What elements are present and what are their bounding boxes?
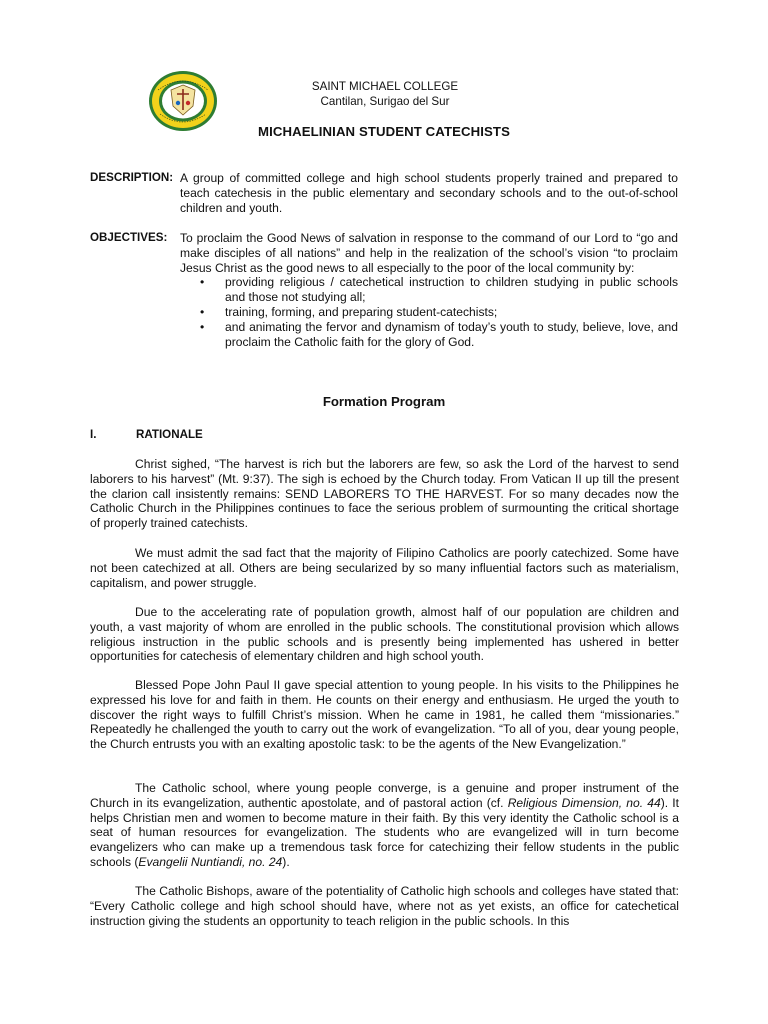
institution-name: SAINT MICHAEL COLLEGE xyxy=(311,80,459,93)
document-title: MICHAELINIAN STUDENT CATECHISTS xyxy=(258,124,510,139)
section-number: I. xyxy=(90,428,97,441)
list-item: • providing religious / catechetical instruction to children studying in public schools and those not studying all; xyxy=(200,275,678,305)
description-label: DESCRIPTION: xyxy=(90,171,174,184)
rationale-paragraph-4: Blessed Pope John Paul II gave special attention to young people. In his visits to the Philippines he expressed his love for and faith in them. He counts on their energy and enthusiasm. He urged the youth to discover the right ways to fulfill Christ’s mission. When he came in 1981, he called them “missionaries.” Repeatedly he challenged the youth to carry out the work of evangelization. “To all of you, dear young people, the Church entrusts you with an exalting apostolic task: to be the agents of the New Evangelization.” xyxy=(90,678,679,752)
bullet-icon: • xyxy=(200,319,205,334)
objectives-intro: To proclaim the Good News of salvation in response to the command of our Lord to “go and make disciples of all nations” and help in the realization of the school’s vision “to proclaim Jesus Christ as the good news to all especially to the poor of the local community by: xyxy=(180,231,678,275)
rationale-paragraph-5: The Catholic school, where young people converge, is a genuine and proper instrument of the Church in its evangelization, authentic apostolate, and of pastoral action (cf. Religious Dimension, no. 44). It helps Christian men and women to become mature in their faith. By this very identity the Catholic school is a seat of human resources for evangelization. The students who are evangelized will in turn become evangelizers who can make up a tremendous task force for catechizing their fellow students in the public schools (Evangelii Nuntiandi, no. 24). xyxy=(90,781,679,869)
institution-location: Cantilan, Surigao del Sur xyxy=(320,94,450,108)
bullet-icon: • xyxy=(200,304,205,319)
citation: Religious Dimension, no. 44 xyxy=(507,795,661,810)
rationale-paragraph-3: Due to the accelerating rate of population growth, almost half of our population are children and youth, a vast majority of whom are enrolled in the public schools. The constitutional provision which allows religious instruction in the public schools and is presently being implemented has ushered in better opportunities for catechesis of elementary children and high school youth. xyxy=(90,605,679,664)
rationale-paragraph-6: The Catholic Bishops, aware of the potentiality of Catholic high schools and colleges have stated that: “Every Catholic college and high school should have, where not as yet exists, an office for catechetical instruction giving the students an opportunity to teach religion in the public schools. In this xyxy=(90,884,679,928)
objectives-body xyxy=(180,231,678,349)
list-item: • and animating the fervor and dynamism of today’s youth to study, believe, love, and proclaim the Catholic faith for the glory of God. xyxy=(200,319,678,349)
college-seal-icon xyxy=(148,70,218,132)
objectives-list xyxy=(180,275,678,349)
description-text: A group of committed college and high school students properly trained and prepared to teach catechesis in the public elementary and secondary schools and to the out-of-school children and youth. xyxy=(180,171,678,215)
section-title: RATIONALE xyxy=(136,428,203,441)
institution-header xyxy=(300,80,470,109)
list-item: • training, forming, and preparing student-catechists; xyxy=(200,304,498,319)
objectives-label: OBJECTIVES: xyxy=(90,231,168,244)
rationale-paragraph-1: Christ sighed, “The harvest is rich but the laborers are few, so ask the Lord of the harvest to send laborers to his harvest” (Mt. 9:37). The sigh is echoed by the Church today. From Vatican II up till the present the clarion call insistently remains: SEND LABORERS TO THE HARVEST. For so many decades now the Catholic Church in the Philippines continues to face the serious problem of surmounting the critical shortage of properly trained catechists. xyxy=(90,457,679,531)
bullet-icon: • xyxy=(200,275,205,290)
citation: Evangelii Nuntiandi, no. 24 xyxy=(138,854,283,869)
formation-program-title: Formation Program xyxy=(322,394,446,409)
rationale-paragraph-2: We must admit the sad fact that the majority of Filipino Catholics are poorly catechized. Some have not been catechized at all. Others are being secularized by so many influential factors such as materialism, capitalism, and power struggle. xyxy=(90,546,679,590)
